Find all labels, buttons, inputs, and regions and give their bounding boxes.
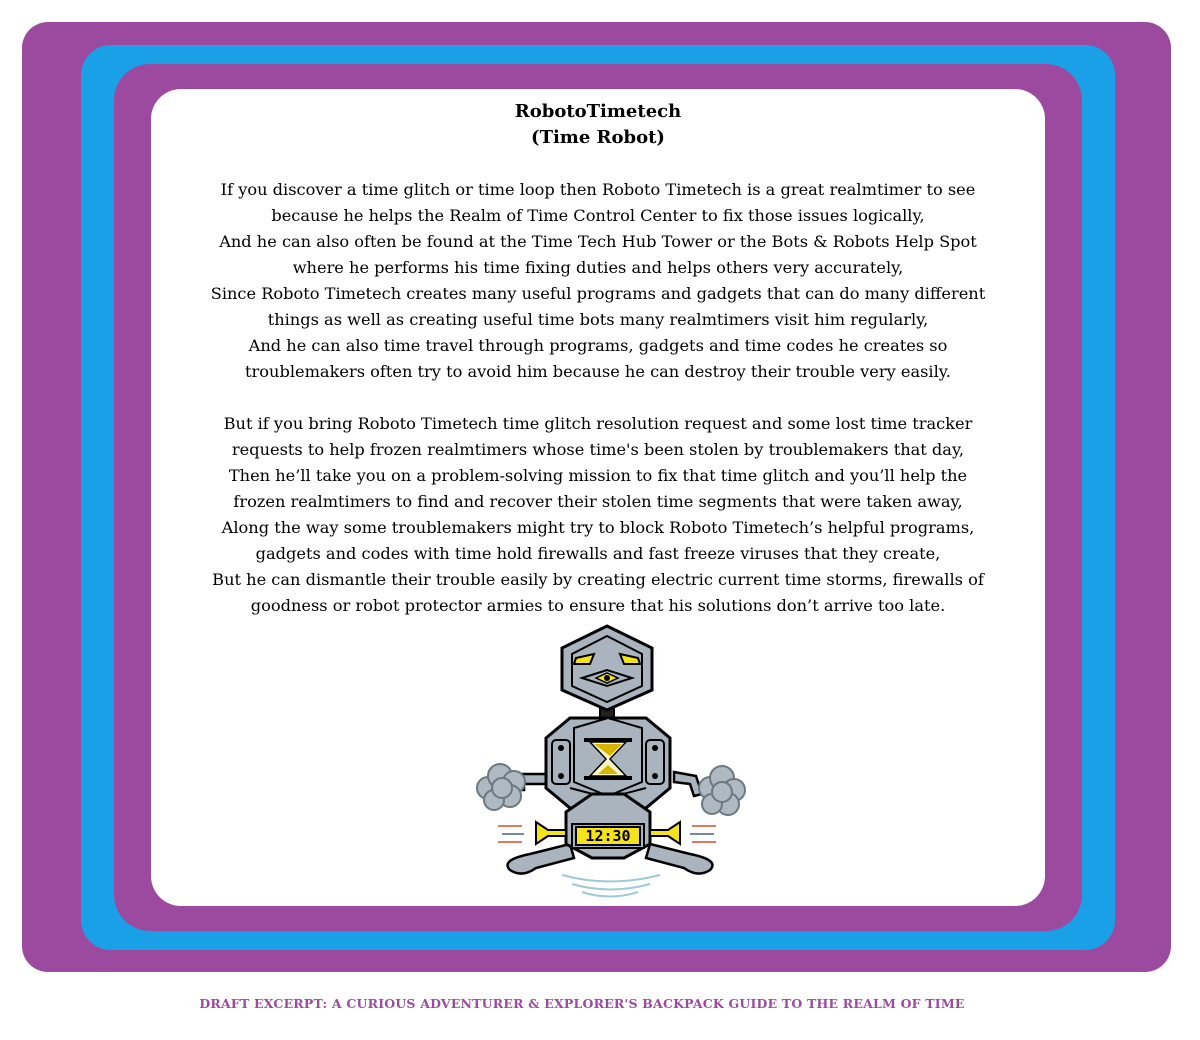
text-line: because he helps the Realm of Time Control Center to fix those issues logically, bbox=[271, 206, 925, 225]
text-line: Since Roboto Timetech creates many useful programs and gadgets that can do many different bbox=[210, 284, 986, 303]
paragraph-2 bbox=[151, 411, 1045, 619]
page-title bbox=[151, 99, 1045, 151]
text-line: goodness or robot protector armies to ensure that his solutions don’t arrive too late. bbox=[250, 596, 946, 615]
text-line: Then he’ll take you on a problem-solving mission to fix that time glitch and you’ll help the bbox=[228, 466, 968, 485]
clock-display: 12:30 bbox=[585, 827, 631, 845]
text-line: things as well as creating useful time bots many realmtimers visit him regularly, bbox=[267, 310, 929, 329]
text-line: But he can dismantle their trouble easily by creating electric current time storms, firewalls of bbox=[212, 570, 984, 589]
smoke-puff-right bbox=[699, 766, 745, 815]
text-line: And he can also time travel through programs, gadgets and time codes he creates so bbox=[248, 336, 948, 355]
text-line: troublemakers often try to avoid him because he can destroy their trouble very easily. bbox=[245, 362, 951, 381]
text-line: But if you bring Roboto Timetech time glitch resolution request and some lost time tracker bbox=[223, 414, 973, 433]
title-subtitle: (Time Robot) bbox=[531, 127, 665, 148]
robot-head bbox=[562, 626, 652, 710]
text-line: where he performs his time fixing duties and helps others very accurately, bbox=[292, 258, 904, 277]
robot-lower-body bbox=[566, 794, 650, 858]
smoke-puff-left bbox=[477, 764, 525, 810]
title-name: RobotoTimetech bbox=[514, 101, 682, 122]
description-text bbox=[151, 177, 1045, 645]
text-line: requests to help frozen realmtimers whose time's been stolen by troublemakers that day, bbox=[231, 440, 965, 459]
robot-illustration bbox=[470, 622, 750, 904]
paragraph-1 bbox=[151, 177, 1045, 385]
text-line: If you discover a time glitch or time loop then Roboto Timetech is a great realmtimer to see bbox=[220, 180, 976, 199]
text-line: frozen realmtimers to find and recover their stolen time segments that were taken away, bbox=[233, 492, 963, 511]
footer-caption: DRAFT EXCERPT: A CURIOUS ADVENTURER & EXPLORER'S BACKPACK GUIDE TO THE REALM OF TIME bbox=[199, 996, 965, 1011]
text-line: Along the way some troublemakers might try to block Roboto Timetech’s helpful programs, bbox=[221, 518, 975, 537]
hover-ripple-lines bbox=[562, 875, 660, 897]
text-line: gadgets and codes with time hold firewalls and fast freeze viruses that they create, bbox=[255, 544, 941, 563]
text-line: And he can also often be found at the Time Tech Hub Tower or the Bots & Robots Help Spot bbox=[219, 232, 977, 251]
